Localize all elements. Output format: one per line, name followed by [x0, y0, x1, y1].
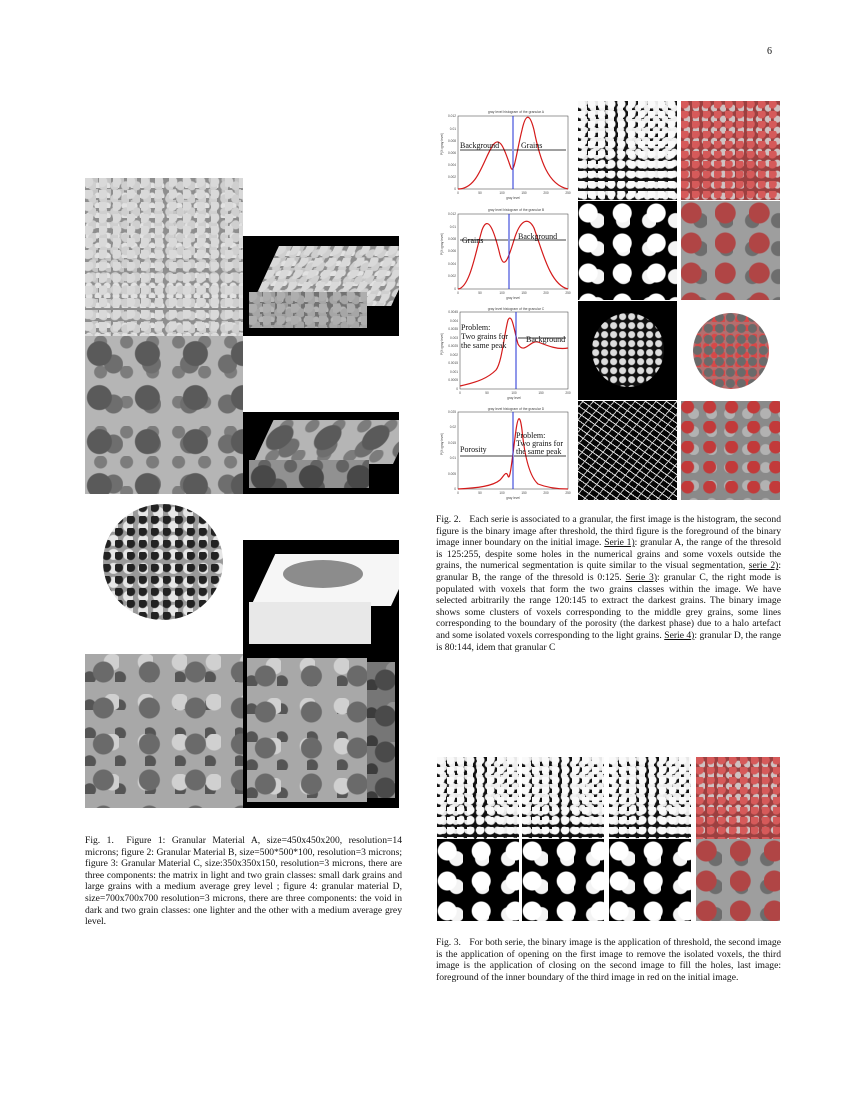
- hist-d-xtick: 200: [543, 491, 549, 495]
- hist-d-xlabel: gray level: [506, 496, 520, 500]
- fig2-serie2-overlay: [681, 201, 780, 300]
- hist-b-xtick: 200: [543, 291, 549, 295]
- fig3-serie2-overlay: [696, 839, 780, 921]
- histogram-granular-b: [438, 200, 574, 300]
- serie-1-label: Serie 1): [604, 537, 635, 549]
- hist-a-ytick: 0.01: [449, 127, 456, 131]
- hist-a-xtick: 150: [521, 191, 527, 195]
- fig2-caption-part: : granular D, the range is 80:144, idem that granular C: [436, 629, 781, 653]
- fig3-serie1-opening: [522, 757, 604, 839]
- hist-c-ytick: 0.003: [450, 336, 458, 340]
- hist-b-ytick: 0.01: [449, 225, 456, 229]
- hist-c-ytick: 0.001: [450, 370, 458, 374]
- fig2-serie1-overlay: [681, 101, 780, 200]
- hist-c-xtick: 50: [485, 391, 489, 395]
- hist-d-ytick: 0.025: [448, 410, 456, 414]
- hist-c-ytick: 0: [456, 387, 458, 391]
- hist-a-xtick: 200: [543, 191, 549, 195]
- hist-a-xtick: 0: [457, 191, 459, 195]
- hist-d-ylabel: P(X=gray level): [440, 433, 444, 455]
- serie-2-label: serie 2): [748, 560, 779, 572]
- fig2-caption: [436, 514, 781, 653]
- hist-b-ytick: 0.008: [448, 237, 456, 241]
- hist-a-xtick: 250: [565, 191, 571, 195]
- histogram-granular-a: [438, 100, 574, 200]
- hist-a-ytick: 0: [454, 187, 456, 191]
- fig3-serie1-overlay: [696, 757, 780, 839]
- serie-3-label: Serie 3): [625, 571, 658, 583]
- hist-b-xtick: 100: [499, 291, 505, 295]
- fig2-label: Fig. 2.: [436, 514, 461, 525]
- histogram-granular-c: [438, 300, 574, 400]
- hist-c-xtick: 150: [538, 391, 544, 395]
- hist-d-xtick: 150: [521, 491, 527, 495]
- hist-d-title: gray level histogram of the granular D: [487, 407, 545, 411]
- fig2-caption-part: : granular C, the right mode is populated with voxels that form the two grains classes within the image. We have selected arbitrarily the range 120:145 to extract the darkest grains. The binary image shows some clusters of voxels corresponding to the middle grey grains, some lines corresponding to the boundary of the porosity (the darkest phase) due to a halo artefact and some isolated voxels corresponding to the light grains.: [436, 571, 781, 641]
- fig1-label: Fig. 1.: [85, 835, 114, 846]
- hist-d-xtick: 250: [565, 491, 571, 495]
- hist-b-xtick: 0: [457, 291, 459, 295]
- fig1-granular-b-slice: [85, 336, 243, 494]
- hist-a-ytick: 0.002: [448, 175, 456, 179]
- fig2-serie2-binary: [578, 201, 677, 300]
- hist-b-xtick: 150: [521, 291, 527, 295]
- hist-c-annotation: Background: [526, 335, 566, 344]
- hist-c-ylabel: P(X=gray level): [440, 333, 444, 355]
- hist-a-annotation: Background: [460, 141, 500, 150]
- hist-c-annotation: Two grains for: [461, 332, 508, 341]
- hist-b-ytick: 0.004: [448, 262, 456, 266]
- hist-d-annotation: Problem:: [516, 431, 546, 440]
- hist-c-ytick: 0.004: [450, 319, 458, 323]
- hist-b-annotation: Background: [518, 232, 558, 241]
- hist-d-annotation: Two grains for: [516, 439, 563, 448]
- fig3-caption-text: For both serie, the binary image is the application of threshold, the second image is the application of opening on the first image to remove the isolated voxels, the third image is the application of closing on the second image to fill the holes, last image: foreground of the inner boundary of the third image in red on the initial image.: [436, 937, 781, 983]
- fig2-serie4-binary: [578, 401, 677, 500]
- hist-a-xlabel: gray level: [506, 196, 520, 200]
- hist-d-ytick: 0.015: [448, 441, 456, 445]
- fig3-serie1-closing: [609, 757, 691, 839]
- fig3-serie2-threshold: [437, 839, 519, 921]
- serie-4-label: Serie 4): [664, 629, 695, 641]
- hist-d-xtick: 0: [457, 491, 459, 495]
- fig2-caption-part: Each serie is associated to a granular, the first image is the histogram, the second figure is the binary image after threshold, the third figure is the foreground of the binary image inner boundary on the initial image.: [436, 514, 781, 549]
- hist-b-ytick: 0.012: [448, 212, 456, 216]
- hist-b-annotation: Grains: [462, 236, 484, 245]
- hist-c-annotation: Problem:: [461, 323, 491, 332]
- fig1-granular-a-cube: [243, 236, 399, 336]
- hist-a-ytick: 0.008: [448, 139, 456, 143]
- fig1-granular-d-cube: [243, 654, 399, 808]
- hist-b-xtick: 250: [565, 291, 571, 295]
- hist-b-ytick: 0: [454, 287, 456, 291]
- hist-a-annotation: Grains: [521, 141, 543, 150]
- fig3-label: Fig. 3.: [436, 937, 461, 948]
- fig1-granular-c-slice: [85, 496, 243, 654]
- hist-c-xtick: 200: [565, 391, 571, 395]
- fig3-serie1-threshold: [437, 757, 519, 839]
- hist-d-annotation: Porosity: [460, 445, 487, 454]
- hist-a-ylabel: P(X=gray level): [440, 133, 444, 155]
- fig1-granular-b-cube: [243, 412, 399, 494]
- hist-b-ytick: 0.006: [448, 249, 456, 253]
- fig2-caption-part: : granular A, the range of the thresold is 125:255, despite some holes in the numerical grains and some voxels outside the grains, the numerical segmentation is quite similar to the visual segmentation,: [436, 537, 782, 572]
- fig2-caption-part: : granular B, the range of the thresold is 0:125.: [436, 560, 781, 583]
- fig3-caption: [436, 937, 781, 983]
- hist-a-ytick: 0.004: [448, 163, 456, 167]
- fig1-granular-d-slice: [85, 654, 243, 808]
- hist-c-title: gray level histogram of the granular C: [487, 307, 545, 311]
- fig2-serie1-binary: [578, 101, 677, 200]
- hist-a-xtick: 100: [499, 191, 505, 195]
- hist-c-ytick: 0.0045: [448, 310, 458, 314]
- hist-b-ytick: 0.002: [448, 274, 456, 278]
- hist-c-ytick: 0.0015: [448, 361, 458, 365]
- hist-c-ytick: 0.0025: [448, 344, 458, 348]
- fig1-granular-a-slice: [85, 178, 243, 336]
- fig1-granular-c-cube: [243, 540, 399, 654]
- hist-b-title: gray level histogram of the granular B: [487, 208, 545, 212]
- hist-d-annotation: the same peak: [516, 447, 562, 456]
- hist-d-ytick: 0.02: [449, 425, 456, 429]
- fig2-serie3-binary: [578, 301, 677, 400]
- hist-c-xtick: 100: [511, 391, 517, 395]
- hist-c-ytick: 0.0035: [448, 327, 458, 331]
- hist-c-ytick: 0.0005: [448, 378, 458, 382]
- hist-c-ytick: 0.002: [450, 353, 458, 357]
- fig1-caption-text: Figure 1: Granular Material A, size=450x450x200, resolution=14 microns; figure 2: Granular Material B, size=500*500*100, resolution=3 microns; figure 3: Granular Material C, size:350x350x150, resolution=3 microns, there are three components: the matrix in light and two grain classes: small dark grains and large grains with a medium average grey level ; figure 4: granular material D, size=700x700x700 resolution=3 microns, there are three components: the void in dark and two grain classes: one lighter and the other with a medium average grey level.: [85, 835, 402, 928]
- hist-d-ytick: 0.005: [448, 472, 456, 476]
- fig1-caption: [85, 835, 402, 928]
- fig2-serie4-overlay: [681, 401, 780, 500]
- hist-a-ytick: 0.006: [448, 151, 456, 155]
- hist-b-xlabel: gray level: [506, 296, 520, 300]
- hist-a-title: gray level histogram of the granular A: [487, 110, 545, 114]
- hist-d-ytick: 0.01: [449, 456, 456, 460]
- hist-a-ytick: 0.012: [448, 114, 456, 118]
- hist-d-xtick: 50: [478, 491, 482, 495]
- page-number: 6: [767, 46, 772, 57]
- hist-b-ylabel: P(X=gray level): [440, 233, 444, 255]
- hist-c-xlabel: gray level: [507, 396, 521, 400]
- hist-b-xtick: 50: [478, 291, 482, 295]
- hist-d-ytick: 0: [454, 487, 456, 491]
- hist-a-xtick: 50: [478, 191, 482, 195]
- hist-d-xtick: 100: [499, 491, 505, 495]
- fig3-serie2-closing: [609, 839, 691, 921]
- fig3-serie2-opening: [522, 839, 604, 921]
- fig2-serie3-overlay: [681, 301, 780, 400]
- histogram-granular-d: [438, 400, 574, 500]
- hist-c-annotation: the same peak: [461, 341, 507, 350]
- hist-c-xtick: 0: [459, 391, 461, 395]
